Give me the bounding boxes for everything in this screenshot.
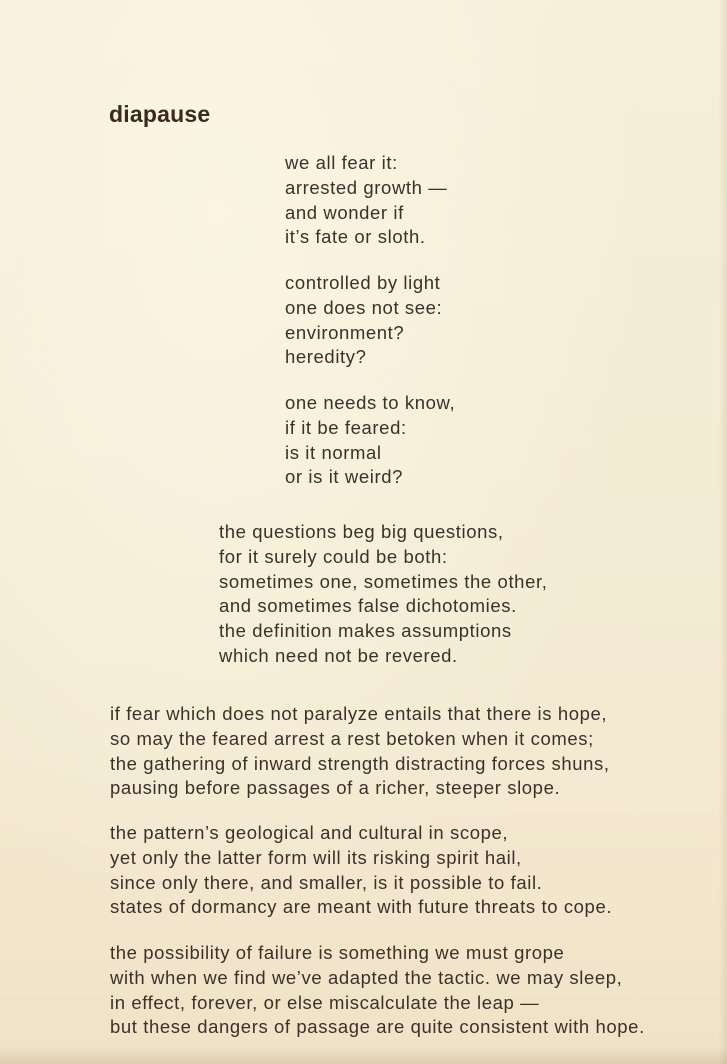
poem-line: is it normal [285, 441, 382, 463]
poem-line: the pattern’s geological and cultural in scope, [110, 822, 509, 843]
poem-line: or is it weird? [285, 466, 403, 488]
poem-line: so may the feared arrest a rest betoken when it comes; [110, 727, 594, 749]
poem-line: and sometimes false dichotomies. [219, 595, 517, 617]
poem-line: controlled by light [285, 272, 441, 293]
poem-line: states of dormancy are meant with future threats to cope. [110, 896, 613, 918]
poem-line: the definition makes assumptions [219, 620, 512, 642]
poem-line: and wonder if [285, 201, 404, 223]
poem-line: sometimes one, sometimes the other, [219, 570, 548, 592]
page-edge-shadow-bottom [0, 1046, 727, 1064]
stanza-1 [285, 151, 447, 250]
poem-line: if fear which does not paralyze entails that there is hope, [110, 703, 608, 724]
poem-line: which need not be revered. [219, 644, 458, 666]
stanza-3 [285, 391, 455, 490]
poem-line: yet only the latter form will its risking spirit hail, [110, 846, 522, 868]
stanza-7 [110, 941, 645, 1040]
stanza-6 [110, 821, 612, 920]
poem-line: environment? [285, 321, 405, 343]
poem-line: for it surely could be both: [219, 545, 448, 567]
poem-line: we all fear it: [285, 152, 398, 173]
poem-line: one needs to know, [285, 392, 456, 413]
poem-line: since only there, and smaller, is it possible to fail. [110, 871, 543, 893]
stanza-2 [285, 271, 442, 370]
stanza-5 [110, 702, 610, 801]
poem-line: the gathering of inward strength distracting forces shuns, [110, 752, 610, 774]
poem-line: one does not see: [285, 296, 443, 318]
poem-line: the possibility of failure is something we must grope [110, 942, 565, 963]
poem-line: arrested growth — [285, 176, 448, 198]
poem-line: heredity? [285, 346, 367, 368]
poem-line: in effect, forever, or else miscalculate the leap — [110, 991, 540, 1013]
poem-line: it’s fate or sloth. [285, 226, 426, 248]
page-edge-shadow-right [719, 0, 727, 1064]
poem-line: with when we find we’ve adapted the tactic. we may sleep, [110, 966, 623, 988]
poem-line: the questions beg big questions, [219, 521, 504, 542]
poem-line: pausing before passages of a richer, steeper slope. [110, 777, 561, 799]
poem-title: diapause [109, 101, 211, 127]
stanza-4 [219, 520, 547, 669]
poem-line: if it be feared: [285, 416, 407, 438]
poem-line: but these dangers of passage are quite consistent with hope. [110, 1016, 645, 1038]
